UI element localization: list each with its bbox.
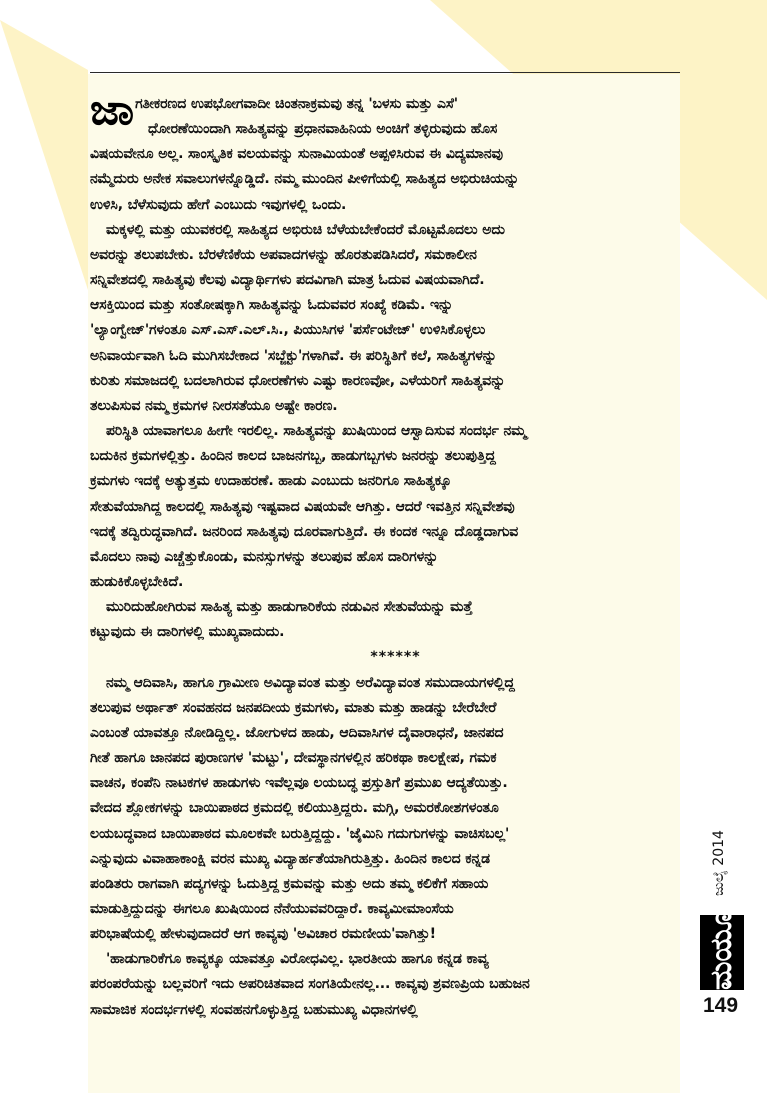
article-line: ಲಯಬದ್ಧವಾದ ಬಾಯಿಪಾಠದ ಮೂಲಕವೇ ಬರುತ್ತಿದ್ದದ್ದು. 'ಜೈಮಿನಿ ಗದುಗುಗಳನ್ನು ವಾಚಿಸಬಲ್ಲ' [90, 825, 510, 842]
magazine-masthead: ಮಯೂರ [700, 915, 744, 990]
article-line: ಆಸಕ್ತಿಯಿಂದ ಮತ್ತು ಸಂತೋಷಕ್ಕಾಗಿ ಸಾಹಿತ್ಯವನ್ನು ಓದುವವರ ಸಂಖ್ಯೆ ಕಡಿಮೆ. ಇನ್ನು [90, 297, 454, 314]
article-line: ಬದುಕಿನ ಕ್ರಮಗಳಲ್ಲಿತ್ತು. ಹಿಂದಿನ ಕಾಲದ ಬಾಜನಗಬ್ಬ, ಹಾಡುಗಬ್ಬಗಳು ಜನರನ್ನು ತಲುಪುತ್ತಿದ್ದ [90, 448, 496, 465]
article-line: ಸೇತುವೆಯಾಗಿದ್ದ ಕಾಲದಲ್ಲಿ ಸಾಹಿತ್ಯವು ಇಷ್ಟವಾದ ವಿಷಯವೇ ಆಗಿತ್ತು. ಆದರೆ ಇವತ್ತಿನ ಸನ್ನಿವೇಶವು [90, 498, 515, 515]
article-line: ತಲುಪುವ ಅರ್ಥಾತ್ ಸಂವಹನದ ಜನಪದೀಯ ಕ್ರಮಗಳು, ಮಾತು ಮತ್ತು ಹಾಡನ್ನು ಬೇರೆಬೇರೆ [90, 699, 497, 716]
article-line: ಪರಂಪರೆಯನ್ನು ಬಲ್ಲವರಿಗೆ ಇದು ಅಪರಿಚಿತವಾದ ಸಂಗತಿಯೇನಲ್ಲ... ಕಾವ್ಯವು ಶ್ರವಣಪ್ರಿಯ ಬಹುಜನ [90, 976, 530, 993]
article-line: ಕುರಿತು ಸಮಾಜದಲ್ಲಿ ಬದಲಾಗಿರುವ ಧೋರಣೆಗಳು ಎಷ್ಟು ಕಾರಣವೋ, ಎಳೆಯರಿಗೆ ಸಾಹಿತ್ಯವನ್ನು [90, 372, 506, 389]
article-line: ಕ್ರಮಗಳು ಇದಕ್ಕೆ ಅತ್ಯುತ್ತಮ ಉದಾಹರಣೆ. ಹಾಡು ಎಂಬುದು ಜನರಿಗೂ ಸಾಹಿತ್ಯಕ್ಕೂ [90, 473, 452, 490]
article-line: ನಮ್ಮ ಆದಿವಾಸಿ, ಹಾಗೂ ಗ್ರಾಮೀಣ ಅವಿದ್ಯಾವಂತ ಮತ್ತು ಅರೆವಿದ್ಯಾವಂತ ಸಮುದಾಯಗಳಲ್ಲಿದ್ದ [106, 674, 515, 691]
article-line: ಮೊದಲು ನಾವು ಎಚ್ಚೆತ್ತುಕೊಂಡು, ಮನಸ್ಸುಗಳನ್ನು ತಲುಪುವ ಹೊಸ ದಾರಿಗಳನ್ನು [90, 548, 439, 565]
article-line: 'ಹಾಡುಗಾರಿಕೆಗೂ ಕಾವ್ಯಕ್ಕೂ ಯಾವತ್ತೂ ವಿರೋಧವಿಲ್ಲ. ಭಾರತೀಯ ಹಾಗೂ ಕನ್ನಡ ಕಾವ್ಯ [106, 951, 489, 968]
page-number: 149 [703, 994, 739, 1017]
article-line: ಜಾಗತೀಕರಣದ ಉಪಭೋಗವಾದೀ ಚಿಂತನಾಕ್ರಮವು ತನ್ನ 'ಬಳಸು ಮತ್ತು ಎಸೆ' [90, 85, 458, 135]
article-line: ಮಕ್ಕಳಲ್ಲಿ ಮತ್ತು ಯುವಕರಲ್ಲಿ ಸಾಹಿತ್ಯದ ಅಭಿರುಚಿ ಬೆಳೆಯಬೇಕೆಂದರೆ ಮೊಟ್ಟಮೊದಲು ಅದು [106, 221, 505, 238]
article-line: ಕಟ್ಟುವುದು ಈ ದಾರಿಗಳಲ್ಲಿ ಮುಖ್ಯವಾದುದು. [90, 624, 285, 641]
section-separator: ****** [370, 649, 421, 666]
article-line: ಅವರನ್ನು ತಲುಪಬೇಕು. ಬೆರಳೆಣಿಕೆಯ ಅಪವಾದಗಳನ್ನು ಹೊರತುಪಡಿಸಿದರೆ, ಸಮಕಾಲೀನ [90, 246, 477, 263]
article-line: ಪರಿಭಾಷೆಯಲ್ಲಿ ಹೇಳುವುದಾದರೆ ಆಗ ಕಾವ್ಯವು 'ಅವಿಚಾರ ರಮಣೀಯ'ವಾಗಿತ್ತು! [90, 926, 436, 943]
article-line: 'ಲ್ಯಾಂಗ್ವೇಜ್'ಗಳಂತೂ ಎಸ್.ಎಸ್.ಎಲ್.ಸಿ., ಪಿಯುಸಿಗಳ 'ಪರ್ಸೆಂಟೇಜ್' ಉಳಿಸಿಕೊಳ್ಳಲು [90, 322, 486, 339]
article-line: ಸಾಮಾಜಿಕ ಸಂದರ್ಭಗಳಲ್ಲಿ ಸಂವಹನಗೊಳ್ಳುತ್ತಿದ್ದ ಬಹುಮುಖ್ಯ ವಿಧಾನಗಳಲ್ಲಿ [90, 1001, 418, 1018]
article-body [90, 85, 675, 1023]
article-line: ವಿಷಯವೇನೂ ಅಲ್ಲ. ಸಾಂಸ್ಕೃತಿಕ ವಲಯವನ್ನು ಸುನಾಮಿಯಂತೆ ಅಪ್ಪಳಿಸಿರುವ ಈ ವಿದ್ಯಮಾನವು [90, 146, 503, 163]
article-line: ಮುರಿದುಹೋಗಿರುವ ಸಾಹಿತ್ಯ ಮತ್ತು ಹಾಡುಗಾರಿಕೆಯ ನಡುವಿನ ಸೇತುವೆಯನ್ನು ಮತ್ತೆ [106, 599, 473, 616]
article-line: ಪರಿಸ್ಥಿತಿ ಯಾವಾಗಲೂ ಹೀಗೇ ಇರಲಿಲ್ಲ. ಸಾಹಿತ್ಯವನ್ನು ಖುಷಿಯಿಂದ ಆಸ್ವಾದಿಸುವ ಸಂದರ್ಭ ನಮ್ಮ [106, 423, 527, 440]
article-line: ವೇದದ ಶ್ಲೋಕಗಳನ್ನು ಬಾಯಿಪಾಠದ ಕ್ರಮದಲ್ಲಿ ಕಲಿಯುತ್ತಿದ್ದರು. ಮಗ್ಗಿ, ಅಮರಕೋಶಗಳಂತೂ [90, 800, 499, 817]
article-line: ನಮ್ಮೆದುರು ಅನೇಕ ಸವಾಲುಗಳನ್ನೊಡ್ಡಿದೆ. ನಮ್ಮ ಮುಂದಿನ ಪೀಳಿಗೆಯಲ್ಲಿ ಸಾಹಿತ್ಯದ ಅಭಿರುಚಿಯನ್ನು [90, 171, 520, 188]
article-line: ಎನ್ನುವುದು ವಿವಾಹಾಕಾಂಕ್ಷಿ ವರನ ಮುಖ್ಯ ವಿದ್ಯಾರ್ಹತೆಯಾಗಿರುತ್ತಿತ್ತು. ಹಿಂದಿನ ಕಾಲದ ಕನ್ನಡ [90, 850, 490, 867]
article-line: ಎಂಬಂತೆ ಯಾವತ್ತೂ ನೋಡಿದ್ದಿಲ್ಲ. ಜೋಗುಳದ ಹಾಡು, ಆದಿವಾಸಿಗಳ ದೈವಾರಾಧನೆ, ಜಾನಪದ [90, 724, 504, 741]
issue-date: ಜುಲೈ 2014 [711, 830, 727, 896]
drop-cap: ಜಾ [90, 85, 133, 135]
article-line: ಪಂಡಿತರು ರಾಗವಾಗಿ ಪದ್ಯಗಳನ್ನು ಓದುತ್ತಿದ್ದ ಕ್ರಮವನ್ನು ಮತ್ತು ಅದು ತಮ್ಮ ಕಲಿಕೆಗೆ ಸಹಾಯ [90, 875, 489, 892]
article-line: ಧೋರಣೆಯಿಂದಾಗಿ ಸಾಹಿತ್ಯವನ್ನು ಪ್ರಧಾನವಾಹಿನಿಯ ಅಂಚಿಗೆ ತಳ್ಳಿರುವುದು ಹೊಸ [148, 121, 498, 138]
article-line: ಗೀತೆ ಹಾಗೂ ಜಾನಪದ ಪುರಾಣಗಳ 'ಮಟ್ಟು', ದೇವಸ್ಥಾನಗಳಲ್ಲಿನ ಹರಿಕಥಾ ಕಾಲಕ್ಷೇಪ, ಗಮಕ [90, 750, 497, 767]
article-line: ಉಳಿಸಿ, ಬೆಳೆಸುವುದು ಹೇಗೆ ಎಂಬುದು ಇವುಗಳಲ್ಲಿ ಒಂದು. [90, 196, 347, 213]
article-line: ಅನಿವಾರ್ಯವಾಗಿ ಓದಿ ಮುಗಿಸಬೇಕಾದ 'ಸಬ್ಜೆಕ್ಟು'ಗಳಾಗಿವೆ. ಈ ಪರಿಸ್ಥಿತಿಗೆ ಕಲೆ, ಸಾಹಿತ್ಯಗಳನ್ನು [90, 347, 497, 364]
article-line: ಇದಕ್ಕೆ ತದ್ವಿರುದ್ಧವಾಗಿದೆ. ಜನರಿಂದ ಸಾಹಿತ್ಯವು ದೂರವಾಗುತ್ತಿದೆ. ಈ ಕಂದಕ ಇನ್ನೂ ದೊಡ್ಡದಾಗುವ [90, 523, 519, 540]
article-line: ಮಾಡುತ್ತಿದ್ದುದನ್ನು ಈಗಲೂ ಖುಷಿಯಿಂದ ನೆನೆಯುವವರಿದ್ದಾರೆ. ಕಾವ್ಯಮೀಮಾಂಸೆಯ [90, 901, 454, 917]
article-line: ಹುಡುಕಿಕೊಳ್ಳಬೇಕಿದೆ. [90, 573, 184, 590]
article-line: ಸನ್ನಿವೇಶದಲ್ಲಿ ಸಾಹಿತ್ಯವು ಕೆಲವು ವಿದ್ಯಾರ್ಥಿಗಳು ಪದವಿಗಾಗಿ ಮಾತ್ರ ಓದುವ ವಿಷಯವಾಗಿದೆ. [90, 272, 485, 289]
article-line: ತಲುಪಿಸುವ ನಮ್ಮ ಕ್ರಮಗಳ ನೀರಸತೆಯೂ ಅಷ್ಟೇ ಕಾರಣ. [90, 397, 338, 414]
top-rule [90, 72, 680, 73]
article-line: ವಾಚನ, ಕಂಪೆನಿ ನಾಟಕಗಳ ಹಾಡುಗಳು ಇವೆಲ್ಲವೂ ಲಯಬದ್ಧ ಪ್ರಸ್ತುತಿಗೆ ಪ್ರಮುಖ ಆದ್ಯತೆಯಿತ್ತು. [90, 775, 508, 792]
